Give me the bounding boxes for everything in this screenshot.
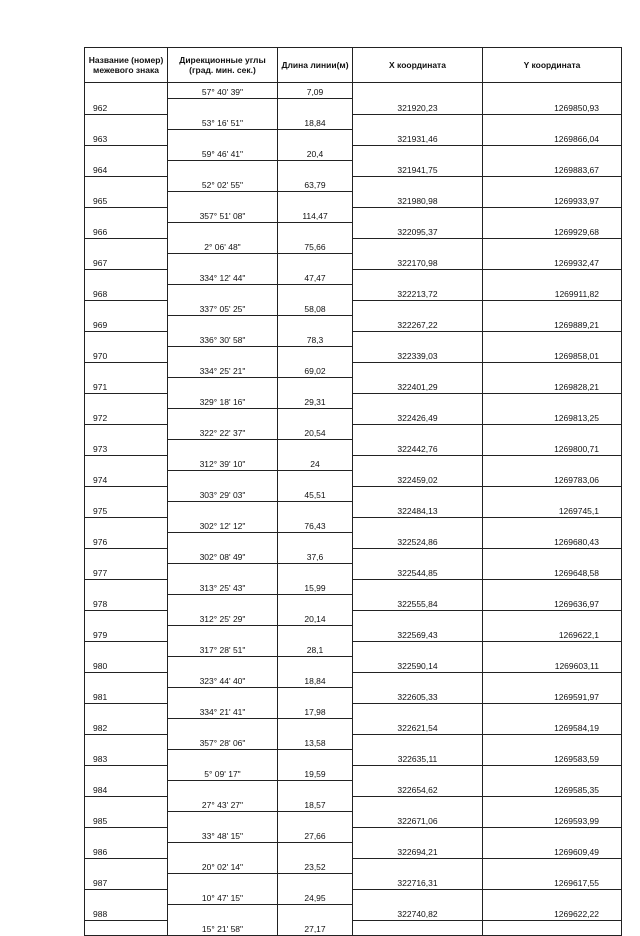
segment-row: [85, 424, 622, 440]
segment-angle: 303° 29' 03": [168, 486, 278, 502]
segment-row: [85, 641, 622, 657]
segment-row: [85, 393, 622, 409]
y-coordinate: 1269800,71: [483, 440, 622, 456]
segment-length: 114,47: [278, 207, 353, 223]
point-row: [85, 192, 622, 208]
header-row: [85, 48, 622, 83]
y-coordinate: 1269622,22: [483, 905, 622, 921]
segment-length: 37,6: [278, 548, 353, 564]
segment-row: [85, 579, 622, 595]
point-row: [85, 223, 622, 239]
segment-length: 13,58: [278, 734, 353, 750]
point-number: 966: [85, 223, 168, 239]
segment-row: [85, 238, 622, 254]
segment-row: [85, 858, 622, 874]
y-coordinate: 1269932,47: [483, 254, 622, 270]
point-row: [85, 812, 622, 828]
y-coordinate: 1269648,58: [483, 564, 622, 580]
segment-length: 69,02: [278, 362, 353, 378]
segment-length: 20,4: [278, 145, 353, 161]
point-number: 971: [85, 378, 168, 394]
header-point-name: Название (номер) межевого знака: [85, 48, 168, 83]
segment-length: 58,08: [278, 300, 353, 316]
point-row: [85, 688, 622, 704]
segment-angle: 334° 25' 21": [168, 362, 278, 378]
y-coordinate: 1269866,04: [483, 130, 622, 146]
segment-length: 75,66: [278, 238, 353, 254]
x-coordinate: 322654,62: [353, 781, 483, 797]
point-row: [85, 285, 622, 301]
segment-angle: 334° 12' 44": [168, 269, 278, 285]
point-row: [85, 440, 622, 456]
x-coordinate: 322339,03: [353, 347, 483, 363]
segment-angle: 20° 02' 14": [168, 858, 278, 874]
segment-angle: 317° 28' 51": [168, 641, 278, 657]
point-row: [85, 130, 622, 146]
y-coordinate: 1269889,21: [483, 316, 622, 332]
segment-row: [85, 610, 622, 626]
y-coordinate: 1269813,25: [483, 409, 622, 425]
segment-row: [85, 765, 622, 781]
segment-length: 27,66: [278, 827, 353, 843]
header-y-coordinate: Y координата: [483, 48, 622, 83]
segment-angle: 2° 06' 48": [168, 238, 278, 254]
segment-length: 28,1: [278, 641, 353, 657]
x-coordinate: 322459,02: [353, 471, 483, 487]
segment-angle: 329° 18' 16": [168, 393, 278, 409]
point-row: [85, 99, 622, 115]
segment-angle: 336° 30' 58": [168, 331, 278, 347]
point-number: 968: [85, 285, 168, 301]
segment-angle: 312° 39' 10": [168, 455, 278, 471]
x-coordinate: 322694,21: [353, 843, 483, 859]
x-coordinate: 322442,76: [353, 440, 483, 456]
point-number: 978: [85, 595, 168, 611]
segment-row: [85, 703, 622, 719]
y-coordinate: 1269828,21: [483, 378, 622, 394]
segment-row: [85, 889, 622, 905]
point-number: 964: [85, 161, 168, 177]
y-coordinate: 1269883,67: [483, 161, 622, 177]
segment-row: [85, 145, 622, 161]
y-coordinate: 1269850,93: [483, 99, 622, 115]
segment-angle: 302° 12' 12": [168, 517, 278, 533]
point-row: [85, 378, 622, 394]
y-coordinate: 1269911,82: [483, 285, 622, 301]
y-coordinate: 1269858,01: [483, 347, 622, 363]
y-coordinate: 1269593,99: [483, 812, 622, 828]
point-row: [85, 626, 622, 642]
segment-angle: 312° 25' 29": [168, 610, 278, 626]
x-coordinate: 322671,06: [353, 812, 483, 828]
segment-length: 27,17: [278, 920, 353, 936]
point-number: 965: [85, 192, 168, 208]
segment-length: 24,95: [278, 889, 353, 905]
point-row: [85, 502, 622, 518]
point-number: 977: [85, 564, 168, 580]
segment-length: 63,79: [278, 176, 353, 192]
point-number: 982: [85, 719, 168, 735]
point-row: [85, 843, 622, 859]
segment-row: [85, 486, 622, 502]
segment-row: [85, 269, 622, 285]
segment-row: [85, 176, 622, 192]
point-row: [85, 781, 622, 797]
segment-angle: 27° 43' 27": [168, 796, 278, 812]
segment-row: [85, 331, 622, 347]
point-row: [85, 595, 622, 611]
point-number: 972: [85, 409, 168, 425]
point-number: 973: [85, 440, 168, 456]
point-number: 963: [85, 130, 168, 146]
y-coordinate: 1269933,97: [483, 192, 622, 208]
segment-angle: 357° 28' 06": [168, 734, 278, 750]
point-row: [85, 905, 622, 921]
point-number: 975: [85, 502, 168, 518]
x-coordinate: 322555,84: [353, 595, 483, 611]
segment-length: 24: [278, 455, 353, 471]
segment-angle: 52° 02' 55": [168, 176, 278, 192]
point-row: [85, 533, 622, 549]
segment-length: 18,84: [278, 672, 353, 688]
segment-angle: 15° 21' 58": [168, 920, 278, 936]
x-coordinate: 322484,13: [353, 502, 483, 518]
point-number: 983: [85, 750, 168, 766]
x-coordinate: 321931,46: [353, 130, 483, 146]
segment-row: [85, 300, 622, 316]
segment-length: 20,54: [278, 424, 353, 440]
segment-row: [85, 920, 622, 936]
y-coordinate: 1269745,1: [483, 502, 622, 518]
y-coordinate: 1269636,97: [483, 595, 622, 611]
segment-row: [85, 827, 622, 843]
y-coordinate: 1269585,35: [483, 781, 622, 797]
segment-angle: 313° 25' 43": [168, 579, 278, 595]
point-row: [85, 161, 622, 177]
segment-angle: 357° 51' 08": [168, 207, 278, 223]
point-number: 976: [85, 533, 168, 549]
x-coordinate: 322426,49: [353, 409, 483, 425]
point-row: [85, 564, 622, 580]
x-coordinate: 322544,85: [353, 564, 483, 580]
x-coordinate: 322621,54: [353, 719, 483, 735]
segment-row: [85, 207, 622, 223]
point-row: [85, 471, 622, 487]
segment-row: [85, 548, 622, 564]
point-number: 979: [85, 626, 168, 642]
x-coordinate: 322740,82: [353, 905, 483, 921]
point-row: [85, 316, 622, 332]
segment-row: [85, 734, 622, 750]
coordinates-table: [84, 47, 622, 936]
point-number: 987: [85, 874, 168, 890]
segment-angle: 57° 40' 39": [168, 83, 278, 99]
point-number: 969: [85, 316, 168, 332]
point-row: [85, 409, 622, 425]
point-row: [85, 750, 622, 766]
segment-length: 7,09: [278, 83, 353, 99]
y-coordinate: 1269617,55: [483, 874, 622, 890]
x-coordinate: 322213,72: [353, 285, 483, 301]
y-coordinate: 1269622,1: [483, 626, 622, 642]
y-coordinate: 1269603,11: [483, 657, 622, 673]
segment-length: 18,57: [278, 796, 353, 812]
header-line-length: Длина линии(м): [278, 48, 353, 83]
point-number: 962: [85, 99, 168, 115]
point-number: 981: [85, 688, 168, 704]
segment-angle: 10° 47' 15": [168, 889, 278, 905]
segment-angle: 322° 22' 37": [168, 424, 278, 440]
x-coordinate: 322716,31: [353, 874, 483, 890]
point-number: 988: [85, 905, 168, 921]
x-coordinate: 322524,86: [353, 533, 483, 549]
x-coordinate: 321941,75: [353, 161, 483, 177]
segment-angle: 53° 16' 51": [168, 114, 278, 130]
segment-row: [85, 796, 622, 812]
segment-length: 47,47: [278, 269, 353, 285]
y-coordinate: 1269929,68: [483, 223, 622, 239]
y-coordinate: 1269584,19: [483, 719, 622, 735]
segment-length: 18,84: [278, 114, 353, 130]
segment-length: 17,98: [278, 703, 353, 719]
x-coordinate: 321980,98: [353, 192, 483, 208]
x-coordinate: 321920,23: [353, 99, 483, 115]
segment-angle: 302° 08' 49": [168, 548, 278, 564]
segment-length: 78,3: [278, 331, 353, 347]
point-row: [85, 254, 622, 270]
segment-angle: 337° 05' 25": [168, 300, 278, 316]
y-coordinate: 1269783,06: [483, 471, 622, 487]
point-row: [85, 347, 622, 363]
x-coordinate: 322635,11: [353, 750, 483, 766]
segment-length: 76,43: [278, 517, 353, 533]
segment-length: 23,52: [278, 858, 353, 874]
segment-length: 19,59: [278, 765, 353, 781]
x-coordinate: 322569,43: [353, 626, 483, 642]
segment-length: 15,99: [278, 579, 353, 595]
segment-row: [85, 362, 622, 378]
header-directional-angles: Дирекционные углы (град. мин. сек.): [168, 48, 278, 83]
header-x-coordinate: X координата: [353, 48, 483, 83]
point-number: 980: [85, 657, 168, 673]
segment-angle: 59° 46' 41": [168, 145, 278, 161]
point-row: [85, 657, 622, 673]
point-row: [85, 719, 622, 735]
x-coordinate: 322170,98: [353, 254, 483, 270]
coordinates-document: [84, 47, 621, 936]
y-coordinate: 1269583,59: [483, 750, 622, 766]
segment-row: [85, 517, 622, 533]
point-number: 984: [85, 781, 168, 797]
point-number: 985: [85, 812, 168, 828]
point-number: 967: [85, 254, 168, 270]
x-coordinate: 322095,37: [353, 223, 483, 239]
x-coordinate: 322267,22: [353, 316, 483, 332]
segment-angle: 334° 21' 41": [168, 703, 278, 719]
segment-angle: 323° 44' 40": [168, 672, 278, 688]
x-coordinate: 322401,29: [353, 378, 483, 394]
x-coordinate: 322590,14: [353, 657, 483, 673]
segment-length: 29,31: [278, 393, 353, 409]
point-number: 974: [85, 471, 168, 487]
segment-row: [85, 672, 622, 688]
y-coordinate: 1269680,43: [483, 533, 622, 549]
segment-row: [85, 83, 622, 99]
segment-row: [85, 455, 622, 471]
segment-angle: 5° 09' 17": [168, 765, 278, 781]
y-coordinate: 1269591,97: [483, 688, 622, 704]
x-coordinate: 322605,33: [353, 688, 483, 704]
segment-angle: 33° 48' 15": [168, 827, 278, 843]
y-coordinate: 1269609,49: [483, 843, 622, 859]
point-row: [85, 874, 622, 890]
point-number: 986: [85, 843, 168, 859]
segment-length: 45,51: [278, 486, 353, 502]
segment-length: 20,14: [278, 610, 353, 626]
segment-row: [85, 114, 622, 130]
point-number: 970: [85, 347, 168, 363]
